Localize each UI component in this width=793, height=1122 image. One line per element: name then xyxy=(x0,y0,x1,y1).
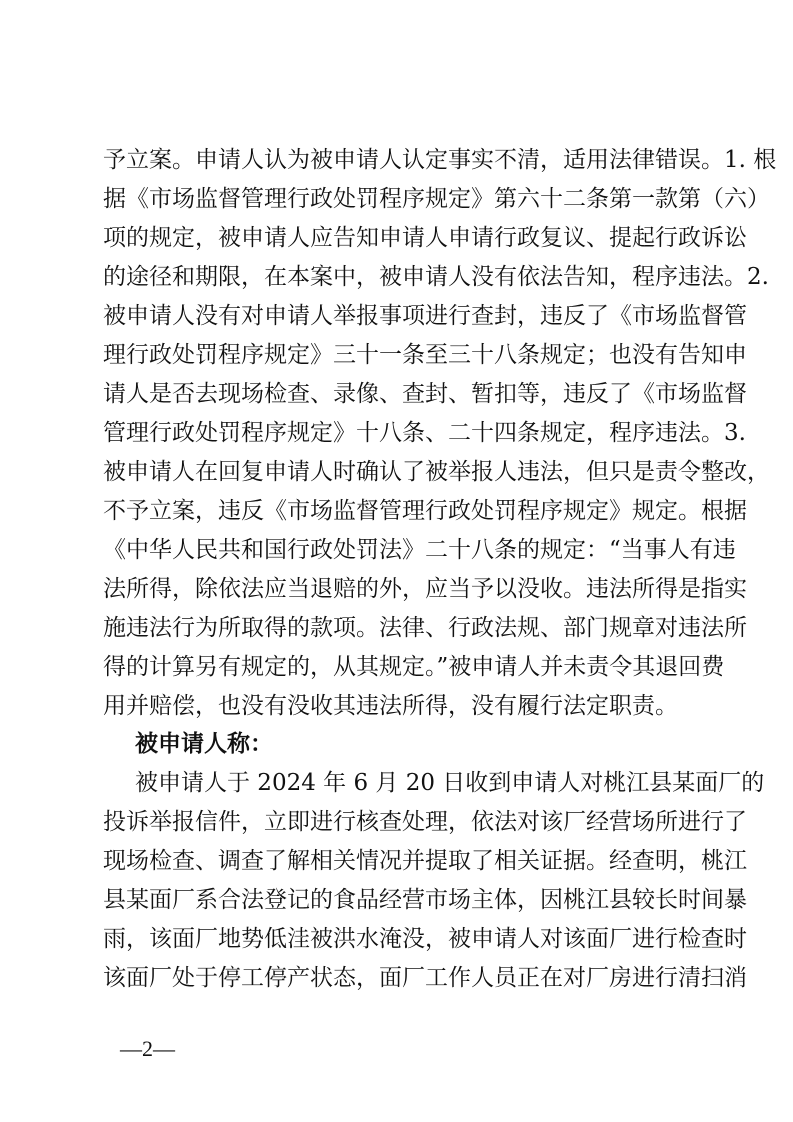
page-number: —2— xyxy=(120,1036,175,1061)
text-line: 不予立案，违反《市场监督管理行政处罚程序规定》规定。根据 xyxy=(103,498,747,524)
text-line: 法所得，除依法应当退赔的外，应当予以没收。违法所得是指实 xyxy=(103,576,747,602)
text-line: 得的计算另有规定的，从其规定。”被申请人并未责令其退回费 xyxy=(103,654,725,680)
section-heading: 被申请人称： xyxy=(135,730,273,757)
text-line: 用并赔偿，也没有没收其违法所得，没有履行法定职责。 xyxy=(103,693,678,719)
text-line: 现场检查、调查了解相关情况并提取了相关证据。经查明，桃江 xyxy=(103,848,747,874)
text-line: 理行政处罚程序规定》三十一条至三十八条规定；也没有告知申 xyxy=(103,342,747,368)
text-line: 管理行政处罚程序规定》十八条、二十四条规定，程序违法。3. xyxy=(103,420,746,446)
text-line: 被申请人没有对申请人举报事项进行查封，违反了《市场监督管 xyxy=(103,303,747,329)
text-line: 《中华人民共和国行政处罚法》二十八条的规定：“当事人有违 xyxy=(103,537,736,563)
text-line: 据《市场监督管理行政处罚程序规定》第六十二条第一款第（六） xyxy=(103,186,770,212)
text-line: 的途径和期限，在本案中，被申请人没有依法告知，程序违法。2. xyxy=(103,264,769,290)
text-line: 被申请人于 2024 年 6 月 20 日收到申请人对桃江县某面厂的 xyxy=(135,770,765,796)
text-line: 予立案。申请人认为被申请人认定事实不清，适用法律错误。1. 根 xyxy=(103,147,777,173)
text-line: 请人是否去现场检查、录像、查封、暂扣等，违反了《市场监督 xyxy=(103,381,747,407)
text-line: 县某面厂系合法登记的食品经营市场主体，因桃江县较长时间暴 xyxy=(103,887,747,913)
text-line: 该面厂处于停工停产状态，面厂工作人员正在对厂房进行清扫消 xyxy=(103,965,747,991)
text-line: 被申请人在回复申请人时确认了被举报人违法，但只是责令整改， xyxy=(103,459,770,485)
text-line: 雨，该面厂地势低洼被洪水淹没，被申请人对该面厂进行检查时 xyxy=(103,926,747,952)
text-line: 施违法行为所取得的款项。法律、行政法规、部门规章对违法所 xyxy=(103,615,747,641)
text-line: 项的规定，被申请人应告知申请人申请行政复议、提起行政诉讼 xyxy=(103,225,747,251)
text-line: 投诉举报信件，立即进行核查处理，依法对该厂经营场所进行了 xyxy=(103,809,747,835)
